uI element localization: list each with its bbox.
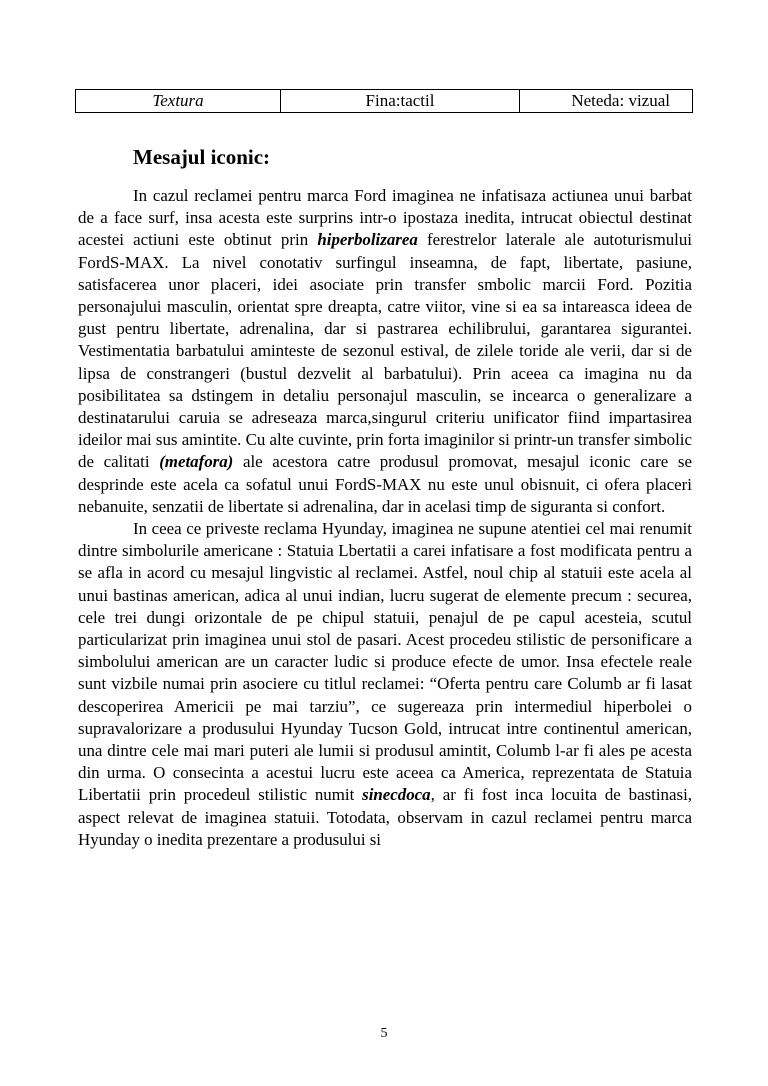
text-run: In cazul reclamei pentru marca Ford imaginea ne infatisaza actiunea unui barbat de a face surf, insa acesta este surprins intr-o ipostaza inedita, intrucat obiectul destinat acestei actiuni este obtinut prin: [78, 186, 692, 250]
text-run: , ar fi fost inca locuita de bastinasi, aspect relevat de imaginea statuii. Totodata, observam in cazul reclamei pentru marca Hyunday o inedita prezentare a produsului si: [78, 785, 692, 849]
table-cell-visual: Neteda: vizual: [520, 90, 693, 113]
section-heading: Mesajul iconic:: [133, 145, 271, 169]
emphasis-sinecdoca: sinecdoca: [362, 785, 431, 805]
text-run: ferestrelor laterale ale autoturismului FordS-MAX. La nivel conotativ surfingul inseamna, de fapt, libertate, pasiune, satisfacerea unor placeri, idei asociate prin transfer smbolic marcii Ford. Pozitia personajului masculin, orientat spre dreapta, catre viitor, vine si ea sa intareasca ideea de gust pentru libertate, adrenalina, dar si pastrarea echilibrului, garantarea sigurantei. Vestimentatia barbatului aminteste de sezonul estival, de zilele toride ale verii, dar si de lipsa de constrangeri (bustul dezvelit al barbatului). Prin aceea ca imagina nu da posibilitatea sa dstingem in detaliu personajul masculin, se incearca o generalizare a destinatarului caruia se adreseaza marca,singurul criteriu unificator fiind impartasirea ideilor mai sus amintite. Cu alte cuvinte, prin forta imaginilor si printr-un transfer simbolic de calitati: [78, 230, 692, 472]
paragraph-ford: [78, 185, 692, 518]
emphasis-hiperbolizarea: hiperbolizarea: [317, 230, 418, 250]
text-run: ale acestora catre produsul promovat, mesajul iconic care se desprinde este acela ca sofatul unui FordS-MAX nu este unul obisnuit, ci ofera placeri nebanuite, senzatii de libertate si adrenalina, dar in acelasi timp de siguranta si confort.: [78, 452, 692, 516]
table-cell-tactile: Fina:tactil: [281, 90, 520, 113]
table-row: [76, 90, 693, 113]
emphasis-metafora: (metafora): [159, 452, 234, 472]
page-number: 5: [380, 1026, 388, 1041]
body-text: [78, 185, 692, 851]
table-cell-texture: Textura: [76, 90, 281, 113]
texture-table: [75, 89, 693, 113]
text-run: In ceea ce priveste reclama Hyunday, imaginea ne supune atentiei cel mai renumit dintre simbolurile americane : Statuia Lbertatii a carei infatisare a fost modificata pentru a se afla in acord cu mesajul lingvistic al reclamei. Astfel, noul chip al statuii este acela al unui bastinas american, adica al unui indian, lucru sugerat de elemente precum : securea, cele trei dungi orizontale de pe chipul statuii, penajul de pe capul acesteia, scutul particularizat prin imaginea unui stol de pasari. Acest procedeu stilistic de personificare a simbolului american are un caracter ludic si produce efecte de umor. Insa efectele reale sunt vizbile numai prin asociere cu titlul reclamei: “Oferta pentru care Columb ar fi lasat descoperirea Americii pe mai tarziu”, ce sugereaza prin intermediul hiperbolei o supravalorizare a produsului Hyunday Tucson Gold, intrucat intre continentul american, una dintre cele mai mari puteri ale lumii si produsul amintit, Columb l-ar fi ales pe acesta din urma. O consecinta a acestui lucru este aceea ca America, reprezentata de Statuia Libertatii prin procedeul stilistic numit: [78, 519, 692, 805]
paragraph-hyunday: [78, 518, 692, 851]
